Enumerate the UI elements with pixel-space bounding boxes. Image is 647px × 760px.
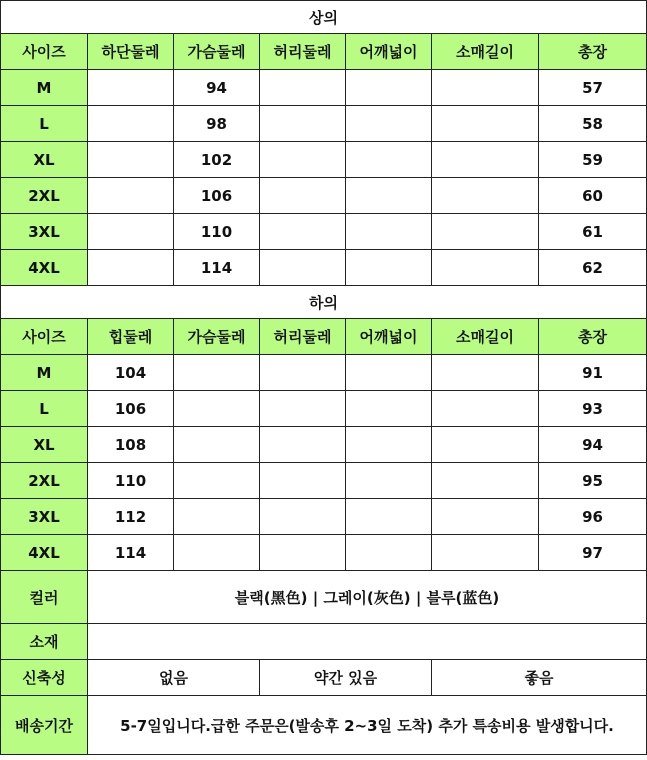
stretch-option-good: 좋음	[432, 660, 647, 696]
top-header-cell: 가슴둘레	[174, 34, 260, 70]
bottom-table-cell	[174, 463, 260, 499]
shipping-value: 5-7일입니다.급한 주문은(발송후 2~3일 도착) 추가 특송비용 발생합니다.	[88, 696, 647, 755]
bottom-table-cell: 95	[539, 463, 647, 499]
top-table-cell	[260, 250, 346, 286]
bottom-table-cell	[174, 499, 260, 535]
bottom-size-label: 4XL	[1, 535, 88, 571]
bottom-table-cell: 91	[539, 355, 647, 391]
bottom-table-cell	[260, 535, 346, 571]
bottom-table-cell: 114	[88, 535, 174, 571]
top-table-cell	[346, 106, 432, 142]
bottom-table-cell: 94	[539, 427, 647, 463]
bottom-header-cell: 어깨넓이	[346, 319, 432, 355]
top-table-cell	[260, 106, 346, 142]
top-table-cell	[432, 142, 539, 178]
bottom-table-cell: 97	[539, 535, 647, 571]
shipping-label: 배송기간	[1, 696, 88, 755]
top-table-cell	[260, 178, 346, 214]
bottom-table-cell: 112	[88, 499, 174, 535]
bottom-table-cell	[174, 355, 260, 391]
top-size-label: XL	[1, 142, 88, 178]
top-header-cell: 하단둘레	[88, 34, 174, 70]
bottom-table-cell: 110	[88, 463, 174, 499]
top-table-row	[1, 106, 647, 142]
top-table-cell	[346, 70, 432, 106]
bottom-table-row	[1, 391, 647, 427]
bottom-header-cell: 힙둘레	[88, 319, 174, 355]
top-size-label: 2XL	[1, 178, 88, 214]
bottom-header-cell: 사이즈	[1, 319, 88, 355]
top-table-cell	[432, 70, 539, 106]
top-header-cell: 총장	[539, 34, 647, 70]
top-table-row	[1, 178, 647, 214]
bottom-table-row	[1, 499, 647, 535]
bottom-table-cell	[346, 499, 432, 535]
color-row	[1, 571, 647, 624]
top-header-cell: 사이즈	[1, 34, 88, 70]
stretch-option-none: 없음	[88, 660, 260, 696]
top-table-cell	[88, 214, 174, 250]
stretch-option-some: 약간 있음	[260, 660, 432, 696]
top-table-cell: 102	[174, 142, 260, 178]
top-table-cell	[88, 178, 174, 214]
top-table-cell	[88, 106, 174, 142]
bottom-table-cell	[174, 535, 260, 571]
top-table-cell	[88, 250, 174, 286]
top-table-cell: 58	[539, 106, 647, 142]
top-table-cell: 110	[174, 214, 260, 250]
color-label: 컬러	[1, 571, 88, 624]
top-table-cell	[88, 142, 174, 178]
top-table-cell	[346, 214, 432, 250]
bottom-size-label: 3XL	[1, 499, 88, 535]
bottom-table-cell	[346, 463, 432, 499]
bottom-table-cell: 108	[88, 427, 174, 463]
bottom-table-cell	[346, 355, 432, 391]
bottom-header-row	[1, 319, 647, 355]
bottom-size-label: XL	[1, 427, 88, 463]
top-table-cell	[346, 250, 432, 286]
bottom-table-cell	[432, 355, 539, 391]
bottom-header-cell: 가슴둘레	[174, 319, 260, 355]
top-table-cell: 57	[539, 70, 647, 106]
top-table-cell	[432, 106, 539, 142]
bottom-table-cell	[174, 427, 260, 463]
bottom-table-cell	[346, 427, 432, 463]
material-row	[1, 624, 647, 660]
top-table-cell	[346, 142, 432, 178]
top-header-cell: 어깨넓이	[346, 34, 432, 70]
top-header-cell: 소매길이	[432, 34, 539, 70]
bottom-table-row	[1, 535, 647, 571]
bottom-table-cell: 96	[539, 499, 647, 535]
bottom-table-cell	[346, 391, 432, 427]
top-table-cell: 106	[174, 178, 260, 214]
top-table-cell: 59	[539, 142, 647, 178]
product-info-section	[1, 571, 647, 755]
bottom-table-cell	[260, 355, 346, 391]
top-table-cell	[88, 70, 174, 106]
bottom-table-cell	[432, 463, 539, 499]
top-table-cell	[260, 70, 346, 106]
top-table-row	[1, 70, 647, 106]
stretch-row	[1, 660, 647, 696]
top-table-cell	[432, 250, 539, 286]
top-size-label: L	[1, 106, 88, 142]
shipping-row	[1, 696, 647, 755]
bottom-header-cell: 허리둘레	[260, 319, 346, 355]
top-table-cell	[432, 178, 539, 214]
color-value: 블랙(黑色) | 그레이(灰色) | 블루(蓝色)	[88, 571, 647, 624]
top-table-cell	[260, 142, 346, 178]
top-header-row	[1, 34, 647, 70]
top-table-row	[1, 214, 647, 250]
bottom-table-cell	[260, 463, 346, 499]
top-table-cell	[346, 178, 432, 214]
top-table-cell	[432, 214, 539, 250]
bottom-size-label: M	[1, 355, 88, 391]
top-table-cell: 60	[539, 178, 647, 214]
bottom-section-title: 하의	[1, 286, 647, 319]
bottom-table-cell	[260, 499, 346, 535]
top-section-title: 상의	[1, 1, 647, 34]
bottom-size-label: 2XL	[1, 463, 88, 499]
bottom-size-label: L	[1, 391, 88, 427]
bottom-table-row	[1, 463, 647, 499]
top-table-cell: 94	[174, 70, 260, 106]
top-table-cell: 98	[174, 106, 260, 142]
bottom-table-cell: 93	[539, 391, 647, 427]
top-table-cell	[260, 214, 346, 250]
top-size-section	[1, 1, 647, 286]
top-header-cell: 허리둘레	[260, 34, 346, 70]
bottom-table-cell	[260, 391, 346, 427]
bottom-table-cell	[432, 391, 539, 427]
bottom-table-cell	[174, 391, 260, 427]
bottom-table-row	[1, 427, 647, 463]
bottom-table-cell	[432, 427, 539, 463]
material-label: 소재	[1, 624, 88, 660]
top-table-cell: 114	[174, 250, 260, 286]
bottom-header-cell: 총장	[539, 319, 647, 355]
bottom-table-row	[1, 355, 647, 391]
top-size-label: 3XL	[1, 214, 88, 250]
top-table-cell: 62	[539, 250, 647, 286]
top-size-label: 4XL	[1, 250, 88, 286]
bottom-table-cell: 106	[88, 391, 174, 427]
bottom-table-cell	[260, 427, 346, 463]
stretch-label: 신축성	[1, 660, 88, 696]
top-table-row	[1, 250, 647, 286]
bottom-table-cell	[346, 535, 432, 571]
bottom-table-cell: 104	[88, 355, 174, 391]
top-table-row	[1, 142, 647, 178]
top-table-cell: 61	[539, 214, 647, 250]
bottom-table-cell	[432, 535, 539, 571]
top-size-label: M	[1, 70, 88, 106]
bottom-table-cell	[432, 499, 539, 535]
bottom-header-cell: 소매길이	[432, 319, 539, 355]
bottom-size-section	[1, 286, 647, 571]
material-value	[88, 624, 647, 660]
